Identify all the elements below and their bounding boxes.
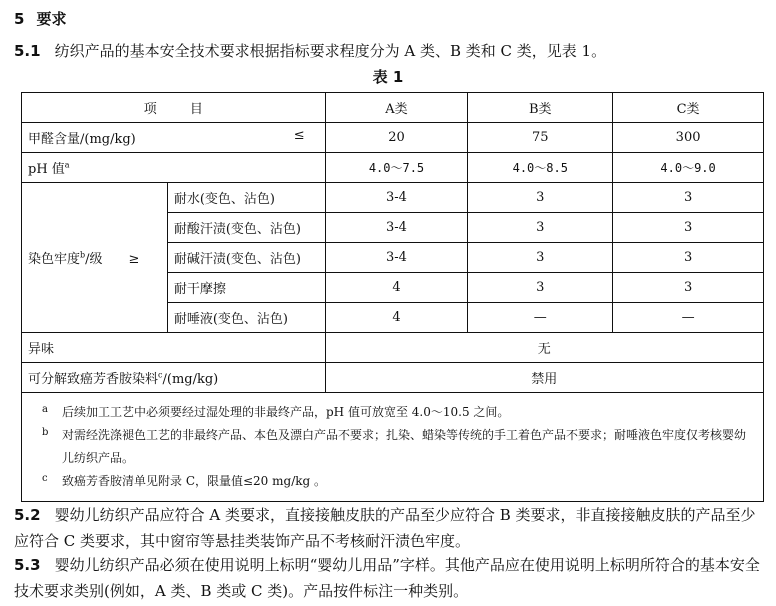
- row-label-text: 可分解致癌芳香胺染料: [28, 372, 159, 387]
- section-number: 5: [14, 10, 25, 28]
- cell-value: 3: [613, 183, 764, 213]
- cell-value: 禁用: [325, 363, 763, 393]
- cell-value: —: [613, 303, 764, 333]
- cell-value: 300: [613, 123, 764, 153]
- cell-value: 4: [325, 273, 468, 303]
- header-class-b: B类: [468, 93, 613, 123]
- clause-5-2: [14, 502, 764, 554]
- fastness-item-label: 耐酸汗渍(变色、沾色): [167, 213, 325, 243]
- table-notes: [22, 393, 764, 502]
- fastness-item-label: 耐干摩擦: [167, 273, 325, 303]
- fastness-item-label: 耐碱汗渍(变色、沾色): [167, 243, 325, 273]
- header-class-c: C类: [613, 93, 764, 123]
- clause-text: 婴幼儿纺织产品必须在使用说明上标明“婴幼儿用品”字样。其他产品应在使用说明上标明所符合的基本安全技术要求类别(例如，A 类、B 类或 C 类)。产品按件标注一种类别。: [14, 556, 760, 600]
- clause-number: 5.1: [14, 42, 41, 60]
- table-row: [22, 153, 764, 183]
- fastness-item-label: 耐水(变色、沾色): [167, 183, 325, 213]
- row-label-azo: [22, 363, 326, 393]
- cell-value: 4.0～7.5: [325, 153, 468, 183]
- cell-value: 3: [613, 213, 764, 243]
- footnote-mark: b: [80, 250, 86, 260]
- clause-5-1: [14, 40, 606, 61]
- row-label-text: pH 值: [28, 162, 65, 177]
- cell-value: 3-4: [325, 183, 468, 213]
- row-label-unit: /级: [85, 252, 103, 267]
- note-mark: a: [42, 404, 48, 415]
- cell-value: 3: [468, 183, 613, 213]
- row-label-fastness: [22, 183, 168, 333]
- clause-number: 5.2: [14, 506, 41, 524]
- table-notes-row: [22, 393, 764, 502]
- fastness-item-label: 耐唾液(变色、沾色): [167, 303, 325, 333]
- note-text: 致癌芳香胺清单见附录 C，限量值≤20 mg/kg 。: [62, 474, 327, 488]
- cell-value: 3: [468, 213, 613, 243]
- geq-sign: ≥: [128, 252, 140, 267]
- cell-value: 4: [325, 303, 468, 333]
- cell-value: 3-4: [325, 213, 468, 243]
- table-row: [22, 333, 764, 363]
- row-label-ph: [22, 153, 326, 183]
- footnote-mark: c: [158, 370, 163, 380]
- cell-value: 3-4: [325, 243, 468, 273]
- row-label-unit: /(mg/kg): [162, 372, 219, 387]
- table-note: [42, 424, 753, 470]
- requirements-table: [21, 92, 764, 502]
- header-item: 项 目: [22, 93, 326, 123]
- note-mark: b: [42, 427, 49, 438]
- cell-value: 3: [468, 273, 613, 303]
- row-label-text: 甲醛含量/(mg/kg): [28, 132, 136, 147]
- row-label-text: 染色牢度: [28, 252, 81, 267]
- cell-value: 3: [613, 243, 764, 273]
- table-note: [42, 401, 753, 424]
- table-header-row: [22, 93, 764, 123]
- note-mark: c: [42, 473, 48, 484]
- cell-value: 无: [325, 333, 763, 363]
- clause-text: 婴幼儿纺织产品应符合 A 类要求，直接接触皮肤的产品至少应符合 B 类要求，非直接接触皮肤的产品至少应符合 C 类要求，其中窗帘等悬挂类装饰产品不考核耐汗渍色牢度。: [14, 506, 756, 550]
- note-text: 后续加工工艺中必须要经过湿处理的非最终产品，pH 值可放宽至 4.0～10.5 之间。: [62, 405, 510, 419]
- leq-sign: ≤: [293, 128, 305, 143]
- section-title: 要求: [36, 10, 67, 28]
- cell-value: 75: [468, 123, 613, 153]
- table-row: [22, 363, 764, 393]
- row-label-odor: 异味: [22, 333, 326, 363]
- cell-value: —: [468, 303, 613, 333]
- clause-number: 5.3: [14, 556, 41, 574]
- note-text: 对需经洗涤褪色工艺的非最终产品、本色及漂白产品不要求；扎染、蜡染等传统的手工着色产品不要求；耐唾液色牢度仅考核婴幼儿纺织产品。: [62, 428, 747, 465]
- cell-value: 4.0～8.5: [468, 153, 613, 183]
- clause-text: 纺织产品的基本安全技术要求根据指标要求程度分为 A 类、B 类和 C 类，见表 1。: [54, 42, 607, 60]
- table-caption: 表 1: [372, 68, 404, 86]
- table-row: [22, 123, 764, 153]
- table-note: [42, 470, 753, 493]
- header-class-a: A类: [325, 93, 468, 123]
- cell-value: 4.0～9.0: [613, 153, 764, 183]
- footnote-mark: a: [64, 160, 70, 170]
- table-row: [22, 183, 764, 213]
- cell-value: 20: [325, 123, 468, 153]
- row-label-formaldehyde: [22, 123, 326, 153]
- cell-value: 3: [613, 273, 764, 303]
- cell-value: 3: [468, 243, 613, 273]
- clause-5-3: [14, 552, 764, 604]
- section-heading: [14, 8, 66, 29]
